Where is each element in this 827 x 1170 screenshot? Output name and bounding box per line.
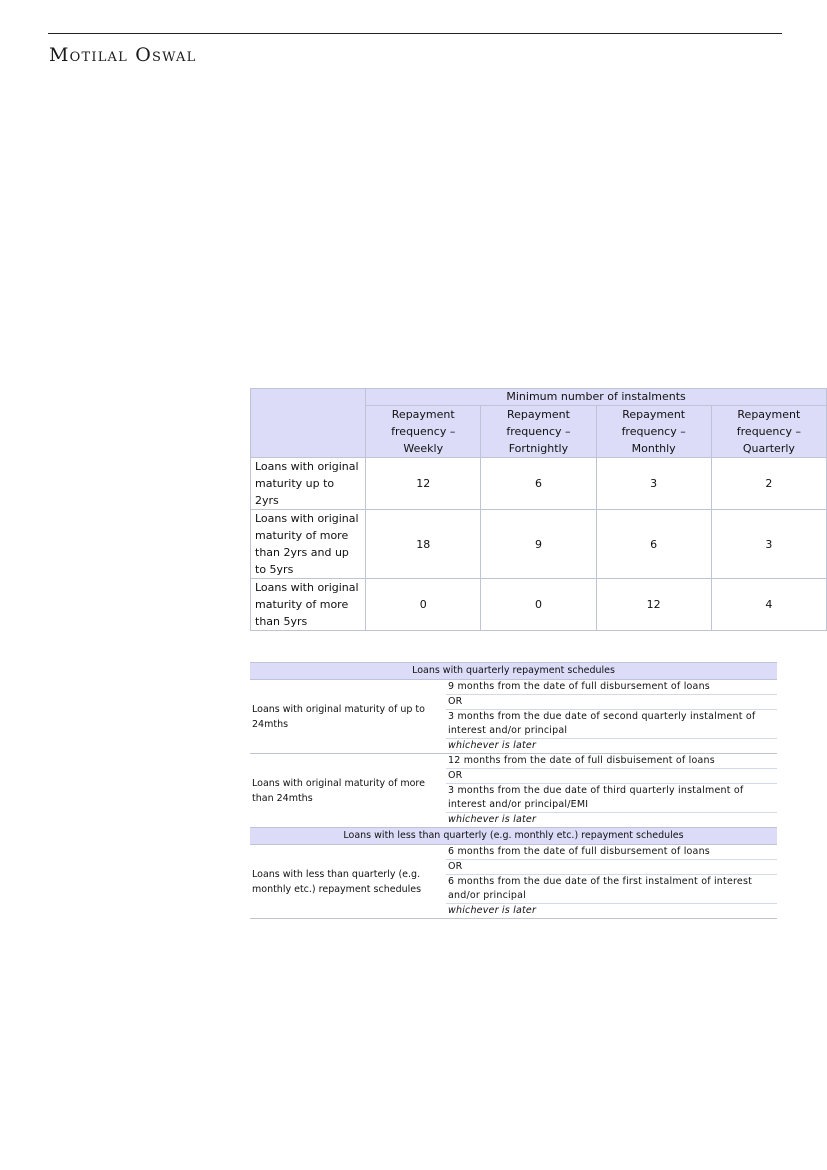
or-text: OR bbox=[446, 769, 777, 784]
whichever-later-text: whichever is later bbox=[446, 813, 777, 828]
cell-value: 9 bbox=[481, 510, 596, 579]
cell-value: 4 bbox=[711, 579, 826, 631]
cell-value: 3 bbox=[596, 458, 711, 510]
condition-text: 3 months from the due date of second quarterly instalment of interest and/or principal bbox=[446, 710, 777, 739]
header-rule bbox=[48, 33, 782, 34]
section-header-less-than-quarterly: Loans with less than quarterly (e.g. monthly etc.) repayment schedules bbox=[250, 828, 777, 845]
table-row bbox=[250, 845, 777, 860]
table-row bbox=[251, 579, 827, 631]
column-header-fortnightly: Repayment frequency – Fortnightly bbox=[481, 406, 596, 458]
condition-text: 6 months from the due date of the first instalment of interest and/or principal bbox=[446, 875, 777, 904]
table-corner-cell bbox=[251, 389, 366, 458]
instalments-table bbox=[250, 388, 827, 631]
section-header-quarterly: Loans with quarterly repayment schedules bbox=[250, 663, 777, 680]
or-text: OR bbox=[446, 860, 777, 875]
group-header: Minimum number of instalments bbox=[366, 389, 827, 406]
condition-text: 6 months from the date of full disbursement of loans bbox=[446, 845, 777, 860]
table-row bbox=[250, 754, 777, 769]
row-label: Loans with original maturity of more than 2yrs and up to 5yrs bbox=[251, 510, 366, 579]
table-row bbox=[251, 458, 827, 510]
condition-text: 3 months from the due date of third quarterly instalment of interest and/or principal/EMI bbox=[446, 784, 777, 813]
condition-text: 12 months from the date of full disbuisement of loans bbox=[446, 754, 777, 769]
row-label: Loans with original maturity of more than 24mths bbox=[250, 754, 446, 828]
repayment-schedule-table bbox=[250, 662, 777, 919]
cell-value: 6 bbox=[481, 458, 596, 510]
column-header-monthly: Repayment frequency – Monthly bbox=[596, 406, 711, 458]
company-logo: Motilal Oswal bbox=[49, 44, 197, 66]
table-row bbox=[251, 510, 827, 579]
or-text: OR bbox=[446, 695, 777, 710]
row-label: Loans with less than quarterly (e.g. monthly etc.) repayment schedules bbox=[250, 845, 446, 919]
cell-value: 6 bbox=[596, 510, 711, 579]
cell-value: 2 bbox=[711, 458, 826, 510]
row-label: Loans with original maturity of up to 24mths bbox=[250, 680, 446, 754]
whichever-later-text: whichever is later bbox=[446, 904, 777, 919]
cell-value: 0 bbox=[481, 579, 596, 631]
row-label: Loans with original maturity up to 2yrs bbox=[251, 458, 366, 510]
table-row bbox=[250, 680, 777, 695]
cell-value: 18 bbox=[366, 510, 481, 579]
whichever-later-text: whichever is later bbox=[446, 739, 777, 754]
cell-value: 3 bbox=[711, 510, 826, 579]
cell-value: 0 bbox=[366, 579, 481, 631]
cell-value: 12 bbox=[366, 458, 481, 510]
condition-text: 9 months from the date of full disbursement of loans bbox=[446, 680, 777, 695]
column-header-quarterly: Repayment frequency – Quarterly bbox=[711, 406, 826, 458]
column-header-weekly: Repayment frequency – Weekly bbox=[366, 406, 481, 458]
cell-value: 12 bbox=[596, 579, 711, 631]
row-label: Loans with original maturity of more than 5yrs bbox=[251, 579, 366, 631]
